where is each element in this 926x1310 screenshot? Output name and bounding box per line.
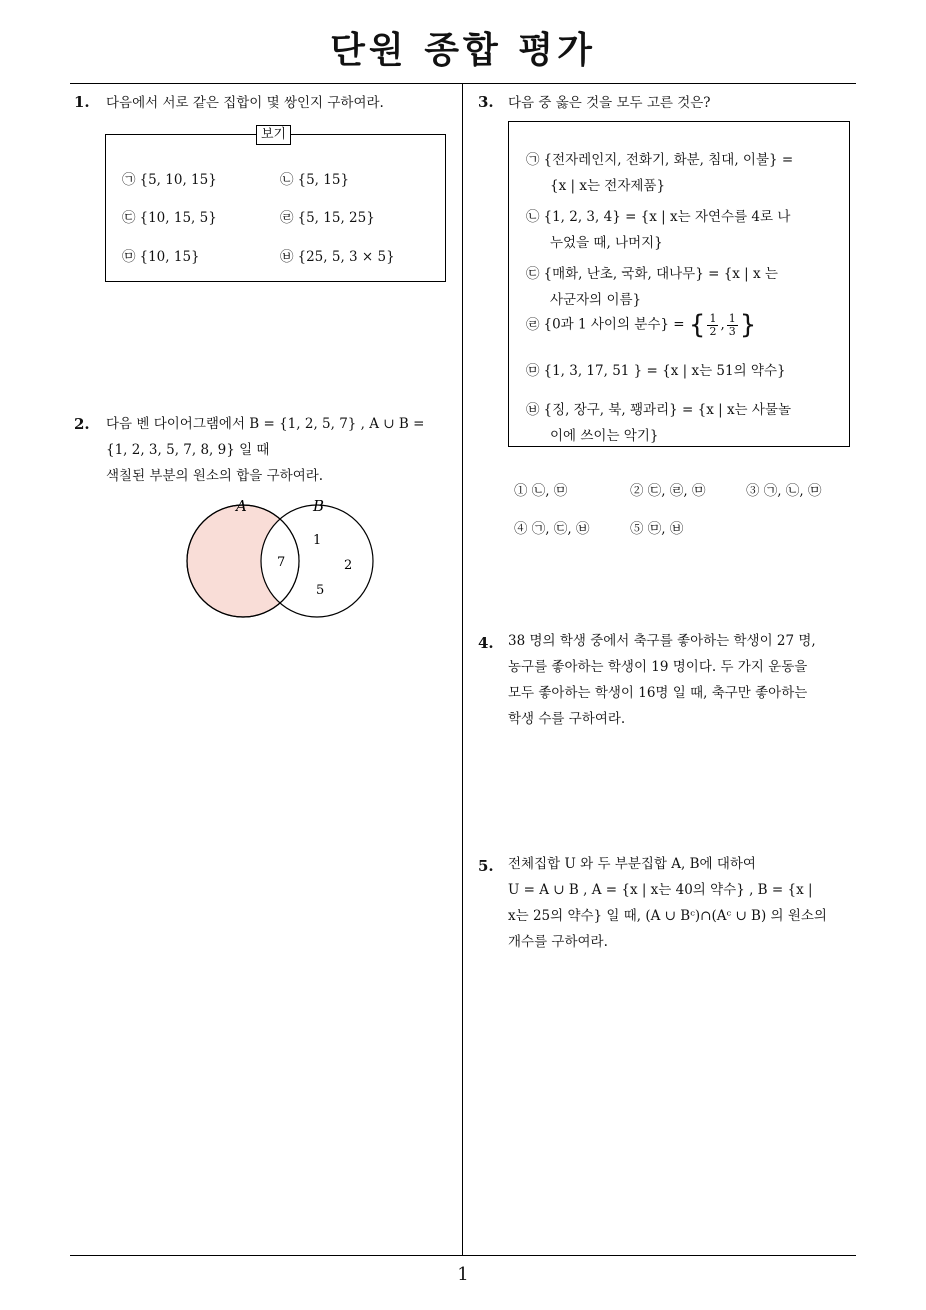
question-number: 2. — [74, 415, 90, 433]
venn-diagram — [180, 494, 380, 624]
statement-item: ㉢ {매화, 난초, 국화, 대나무} = {x | x 는 — [526, 266, 778, 282]
question-text-line: x는 25의 약수} 일 때, (A ∪ Bᶜ)∩(Aᶜ ∪ B) 의 원소의 — [508, 908, 827, 924]
statement-item: ㉥ {징, 장구, 북, 꽹과리} = {x | x는 사물놀 — [526, 402, 792, 418]
question-text-line: U = A ∪ B , A = {x | x는 40의 약수} , B = {x | — [508, 882, 813, 898]
question-text-line: {1, 2, 3, 5, 7, 8, 9} 일 때 — [106, 442, 270, 458]
question-number: 4. — [478, 634, 494, 652]
page-number: 1 — [457, 1264, 469, 1285]
venn-value: 5 — [316, 583, 325, 598]
option-item: ㉡ {5, 15} — [280, 172, 350, 188]
question-number: 3. — [478, 93, 494, 111]
example-box-label: 보기 — [256, 125, 291, 145]
question-text-line: 38 명의 학생 중에서 축구를 좋아하는 학생이 27 명, — [508, 633, 816, 649]
bottom-divider — [70, 1255, 856, 1256]
question-text-line: 학생 수를 구하여라. — [508, 711, 626, 727]
question-number: 5. — [478, 857, 494, 875]
question-text-line: 다음 벤 다이어그램에서 B = {1, 2, 5, 7} , A ∪ B = — [106, 416, 425, 432]
statement-item: ㉣ {0과 1 사이의 분수} = { $\frac{1}{2}$ , $\frac{1}{3}$ } — [526, 310, 757, 340]
question-text-line: 모두 좋아하는 학생이 16명 일 때, 축구만 좋아하는 — [508, 685, 808, 701]
venn-label-a: A — [236, 497, 247, 515]
question-text-line: 농구를 좋아하는 학생이 19 명이다. 두 가지 운동을 — [508, 659, 808, 675]
answer-choice[interactable]: ⑤ ㉤, ㉥ — [630, 521, 684, 537]
venn-value: 1 — [313, 533, 322, 548]
venn-label-b: B — [313, 497, 325, 515]
venn-value: 2 — [344, 558, 353, 573]
statement-item-cont: 이에 쓰이는 악기} — [550, 428, 659, 444]
column-divider — [462, 83, 463, 1256]
venn-value: 7 — [277, 555, 286, 570]
option-item: ㉣ {5, 15, 25} — [280, 210, 375, 226]
option-item: ㉢ {10, 15, 5} — [122, 210, 217, 226]
statement-item: ㉠ {전자레인지, 전화기, 화분, 침대, 이불} = — [526, 152, 794, 168]
statement-item-cont: 사군자의 이름} — [550, 292, 642, 308]
question-text: 다음에서 서로 같은 집합이 몇 쌍인지 구하여라. — [106, 95, 384, 111]
question-text-line: 전체집합 U 와 두 부분집합 A, B에 대하여 — [508, 856, 756, 872]
statement-item: ㉡ {1, 2, 3, 4} = {x | x는 자연수를 4로 나 — [526, 209, 791, 225]
option-item: ㉤ {10, 15} — [122, 249, 200, 265]
fraction: $\frac{1}{2}$ — [709, 311, 717, 338]
answer-choice[interactable]: ② ㉢, ㉣, ㉤ — [630, 483, 706, 499]
option-item: ㉠ {5, 10, 15} — [122, 172, 217, 188]
statement-item-cont: {x | x는 전자제품} — [550, 178, 666, 194]
option-item: ㉥ {25, 5, 3 × 5} — [280, 249, 395, 265]
page-title: 단원 종합 평가 — [330, 30, 596, 71]
question-text-line: 개수를 구하여라. — [508, 934, 608, 950]
answer-choice[interactable]: ④ ㉠, ㉢, ㉥ — [514, 521, 590, 537]
statement-item-cont: 누었을 때, 나머지} — [550, 235, 663, 251]
answer-choice[interactable]: ③ ㉠, ㉡, ㉤ — [746, 483, 822, 499]
answer-choice[interactable]: ① ㉡, ㉤ — [514, 483, 568, 499]
statement-item: ㉤ {1, 3, 17, 51 } = {x | x는 51의 약수} — [526, 363, 786, 379]
question-text-line: 색칠된 부분의 원소의 합을 구하여라. — [106, 468, 324, 484]
top-divider — [70, 83, 856, 84]
question-number: 1. — [74, 93, 90, 111]
fraction: $\frac{1}{3}$ — [728, 311, 736, 338]
question-text: 다음 중 옳은 것을 모두 고른 것은? — [508, 95, 711, 111]
